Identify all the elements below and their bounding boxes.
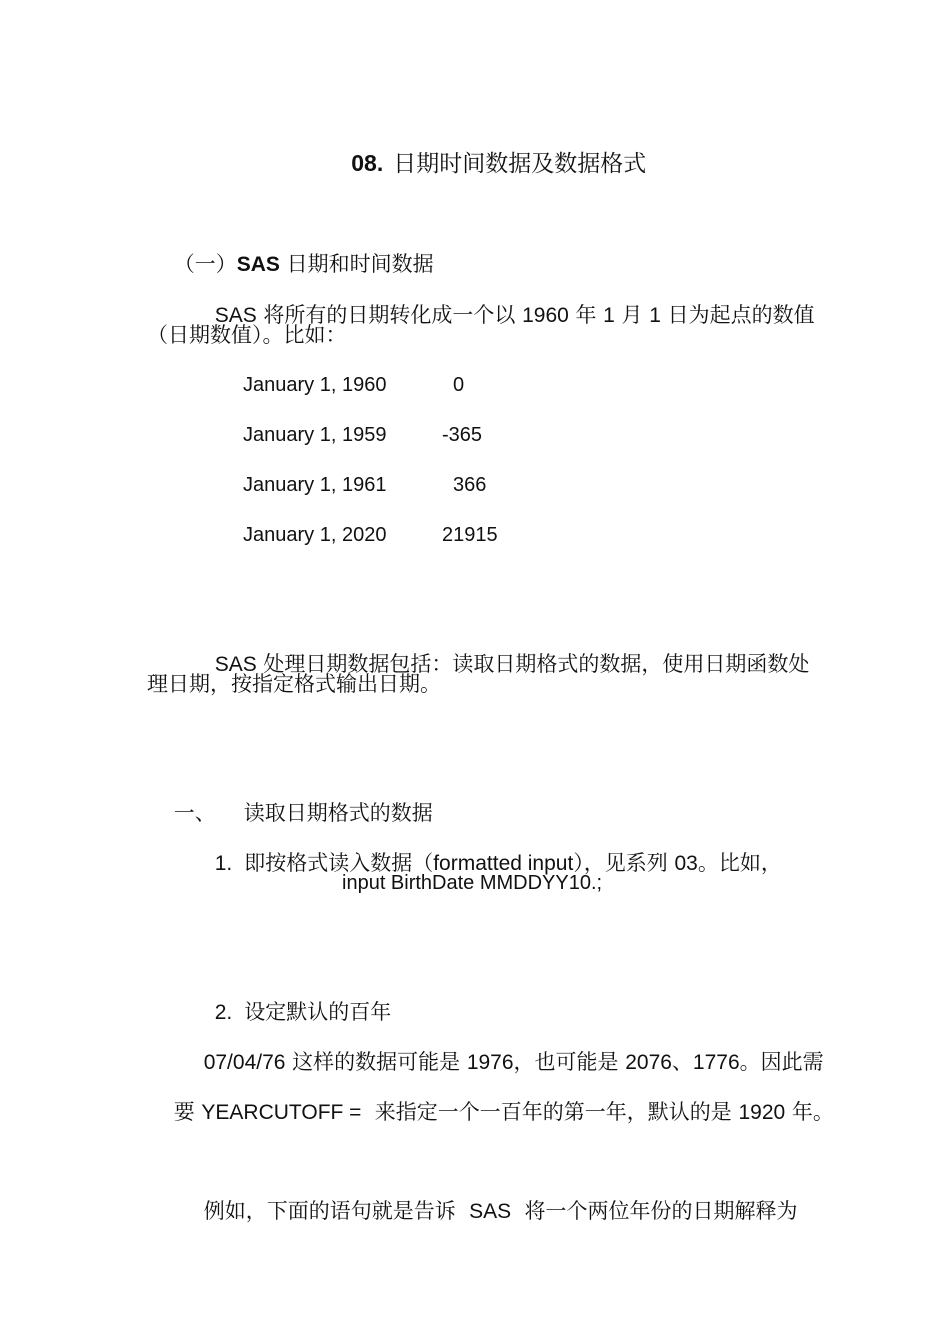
section-heading: （一）SAS 日期和时间数据 xyxy=(173,252,434,276)
page-title: 08. 日期时间数据及数据格式 xyxy=(351,150,647,177)
processing-paragraph-line-2: 理日期，按指定格式输出日期。 xyxy=(147,672,441,696)
date-value: 366 xyxy=(453,474,487,496)
century-paragraph-line-1: 07/04/76 这样的数据可能是 1976，也可能是 2076、1776。因此需 xyxy=(203,1050,824,1074)
example-paragraph-line-1: 例如，下面的语句就是告诉 SAS 将一个两位年份的日期解释为 xyxy=(203,1199,798,1223)
list-item-2: 2. 设定默认的百年 xyxy=(214,1000,392,1024)
date-value: 0 xyxy=(453,374,465,396)
date-label: January 1, 1960 xyxy=(243,374,387,396)
date-value: -365 xyxy=(442,424,483,446)
date-label: January 1, 1959 xyxy=(243,424,387,446)
date-label: January 1, 2020 xyxy=(243,524,387,546)
intro-paragraph-line-2: （日期数值）。比如： xyxy=(147,323,347,347)
processing-paragraph-line-1: SAS 处理日期数据包括：读取日期格式的数据，使用日期函数处 xyxy=(214,652,810,676)
date-value: 21915 xyxy=(442,524,498,546)
list-item-1: 1. 即按格式读入数据（formatted input），见系列 03。比如， xyxy=(214,851,782,875)
intro-paragraph-line-1: SAS 将所有的日期转化成一个以 1960 年 1 月 1 日为起点的数值 xyxy=(214,303,815,327)
code-example: input BirthDate MMDDYY10.; xyxy=(342,872,603,894)
date-label: January 1, 1961 xyxy=(243,474,387,496)
century-paragraph-line-2: 要 YEARCUTOFF = 来指定一个一百年的第一年，默认的是 1920 年。 xyxy=(173,1100,834,1124)
subheading-read-date-data: 一、 读取日期格式的数据 xyxy=(173,801,433,825)
